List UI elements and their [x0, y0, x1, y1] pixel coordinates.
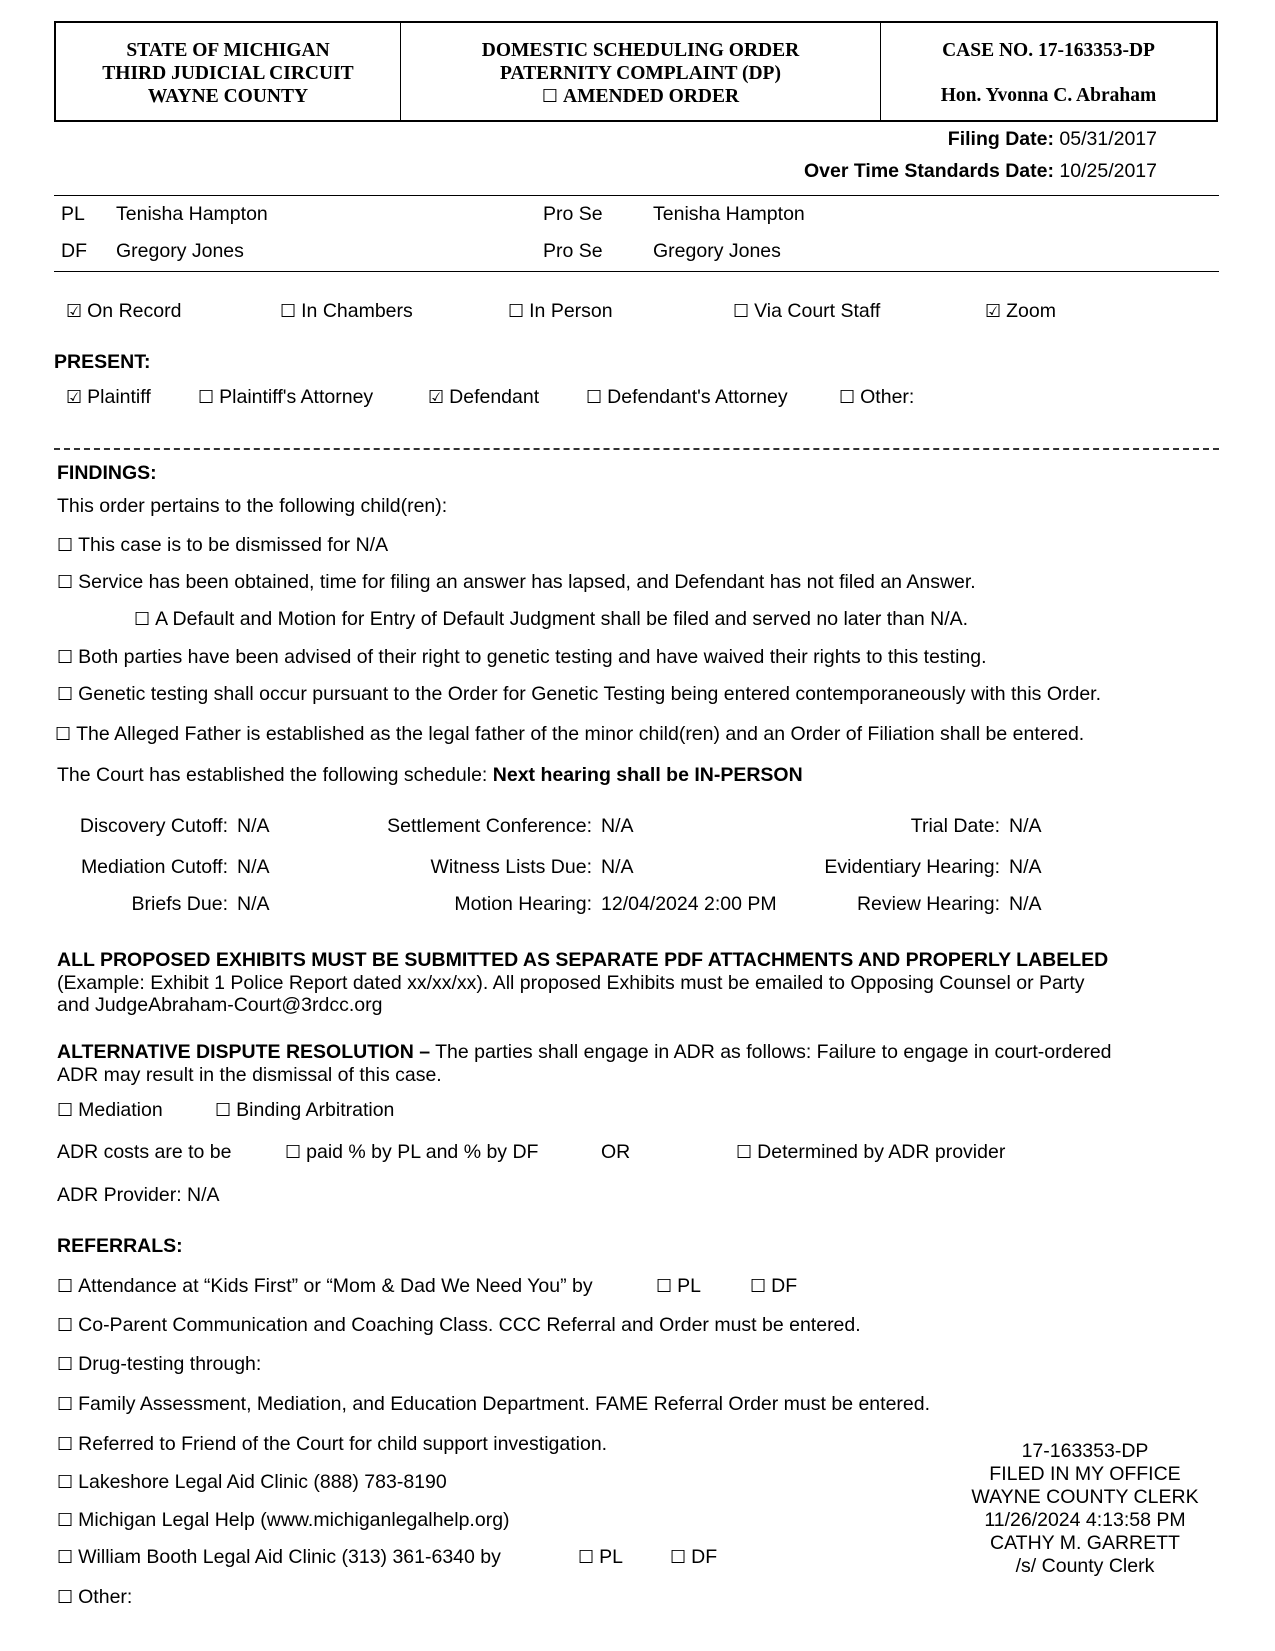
checked-icon: ☑ — [985, 301, 1002, 322]
adr-costs-option-label: Determined by ADR provider — [757, 1141, 1006, 1163]
adr-costs-option-label: paid % by PL and % by DF — [306, 1141, 539, 1163]
checkbox-icon: ☐ — [55, 724, 72, 745]
mode-label: Via Court Staff — [754, 300, 881, 322]
referral-label: Co-Parent Communication and Coaching Class. CCC Referral and Order must be entered. — [78, 1314, 861, 1336]
present-defendant-attorney[interactable] — [586, 386, 788, 409]
checkbox-icon: ☐ — [57, 1394, 74, 1415]
referral-label: Attendance at “Kids First” or “Mom & Dad We Need You” by — [78, 1275, 593, 1297]
party-rep-label-pl: Pro Se — [543, 203, 603, 225]
exhibits-notice — [57, 949, 1207, 1017]
stamp-case-number: 17-163353-DP — [1021, 1440, 1149, 1462]
checkbox-icon: ☐ — [57, 1315, 74, 1336]
clerk-filing-stamp — [955, 1440, 1215, 1578]
referral-label: Family Assessment, Mediation, and Education Department. FAME Referral Order must be entered. — [78, 1393, 931, 1415]
filing-date-value: 05/31/2017 — [1059, 128, 1157, 150]
checkbox-icon: ☐ — [656, 1276, 673, 1297]
stamp-signature: /s/ County Clerk — [1015, 1555, 1155, 1577]
case-number: CASE NO. 17-163353-DP — [942, 40, 1155, 61]
mediation-cutoff-label: Mediation Cutoff: — [80, 856, 228, 878]
mode-zoom[interactable] — [985, 300, 1056, 323]
present-heading: PRESENT: — [54, 351, 151, 373]
finding-legal-father[interactable] — [55, 723, 1084, 746]
briefs-due-value: N/A — [237, 893, 270, 915]
adr-binding-arbitration[interactable] — [215, 1099, 394, 1122]
findings-intro: This order pertains to the following child(ren): — [57, 495, 448, 517]
mode-label: In Chambers — [301, 300, 413, 322]
filing-date-label: Filing Date: — [947, 128, 1054, 150]
checkbox-icon: ☐ — [280, 301, 297, 322]
party-role-df: DF — [61, 240, 87, 262]
checkbox-icon: ☐ — [733, 301, 750, 322]
adr-costs-percent[interactable] — [285, 1141, 538, 1164]
adr-costs-label: ADR costs are to be — [57, 1141, 232, 1163]
checkbox-icon: ☐ — [57, 572, 74, 593]
court-state: STATE OF MICHIGAN — [126, 40, 330, 61]
order-subtitle: PATERNITY COMPLAINT (DP) — [500, 63, 781, 84]
amended-order-checkbox[interactable] — [542, 85, 739, 108]
finding-default-motion[interactable] — [134, 608, 968, 631]
present-other[interactable] — [839, 386, 914, 409]
checkbox-icon: ☐ — [198, 387, 215, 408]
mode-in-person[interactable] — [508, 300, 613, 323]
referral-lakeshore[interactable] — [57, 1471, 447, 1494]
settlement-conference-value: N/A — [601, 815, 634, 837]
court-circuit: THIRD JUDICIAL CIRCUIT — [102, 63, 354, 84]
ots-date — [804, 160, 1157, 183]
discovery-cutoff-label: Discovery Cutoff: — [79, 815, 228, 837]
checkbox-icon: ☐ — [670, 1547, 687, 1568]
checkbox-icon: ☐ — [750, 1276, 767, 1297]
adr-costs-provider[interactable] — [736, 1141, 1005, 1164]
mode-on-record[interactable] — [66, 300, 181, 323]
checkbox-icon: ☐ — [57, 1276, 74, 1297]
next-hearing-notice: Next hearing shall be IN-PERSON — [492, 764, 803, 786]
adr-text: ADR may result in the dismissal of this case. — [57, 1063, 442, 1086]
mode-via-court-staff[interactable] — [733, 300, 880, 323]
schedule-intro — [57, 764, 803, 787]
finding-dismissed[interactable] — [57, 534, 388, 557]
present-plaintiff[interactable] — [66, 386, 151, 409]
referral-label: Lakeshore Legal Aid Clinic (888) 783-8190 — [78, 1471, 447, 1493]
mode-in-chambers[interactable] — [280, 300, 413, 323]
checkbox-icon: ☐ — [736, 1142, 753, 1163]
checkbox-icon: ☐ — [57, 647, 74, 668]
party-rep-label-df: Pro Se — [543, 240, 603, 262]
adr-costs-or: OR — [601, 1141, 631, 1163]
trial-date-label: Trial Date: — [910, 815, 1000, 837]
present-label: Defendant — [449, 386, 540, 408]
checkbox-icon: ☐ — [57, 1354, 74, 1375]
discovery-cutoff-value: N/A — [237, 815, 270, 837]
evidentiary-hearing-value: N/A — [1009, 856, 1042, 878]
referrals-heading: REFERRALS: — [57, 1235, 183, 1257]
schedule-intro-text: The Court has established the following schedule: — [57, 764, 488, 786]
referral-kids-first-df[interactable] — [750, 1275, 797, 1298]
checkbox-icon: ☐ — [839, 387, 856, 408]
checkbox-icon: ☐ — [57, 1472, 74, 1493]
checkbox-icon: ☐ — [578, 1547, 595, 1568]
exhibits-text-line: and JudgeAbraham-Court@3rdcc.org — [57, 994, 383, 1016]
exhibits-text-line: (Example: Exhibit 1 Police Report dated xx/xx/xx). All proposed Exhibits must be emailed to Opposing Counsel or Party — [57, 971, 1085, 994]
checkbox-icon: ☐ — [57, 1434, 74, 1455]
checkbox-icon: ☐ — [57, 1587, 74, 1608]
checkbox-icon: ☐ — [134, 609, 151, 630]
referral-label: Michigan Legal Help (www.michiganlegalhelp.org) — [78, 1509, 510, 1531]
referral-william-booth-df[interactable] — [670, 1546, 717, 1569]
present-label: Plaintiff — [87, 386, 151, 408]
review-hearing-label: Review Hearing: — [856, 893, 1000, 915]
checkbox-icon: ☐ — [508, 301, 525, 322]
exhibits-heading: ALL PROPOSED EXHIBITS MUST BE SUBMITTED AS SEPARATE PDF ATTACHMENTS AND PROPERLY LABELED — [57, 949, 1109, 971]
ots-date-label: Over Time Standards Date: — [803, 160, 1054, 182]
referral-party-label: DF — [771, 1275, 798, 1297]
adr-provider: ADR Provider: N/A — [57, 1184, 220, 1206]
present-label: Plaintiff's Attorney — [219, 386, 374, 408]
stamp-clerk-name: CATHY M. GARRETT — [990, 1532, 1180, 1554]
divider — [54, 271, 1219, 272]
mode-label: On Record — [87, 300, 182, 322]
referral-william-booth[interactable] — [57, 1546, 501, 1569]
referral-kids-first[interactable] — [57, 1275, 593, 1298]
briefs-due-label: Briefs Due: — [131, 893, 228, 915]
adr-notice — [57, 1041, 1207, 1086]
dashed-divider — [54, 448, 1219, 450]
present-label: Other: — [860, 386, 915, 408]
party-name-df: Gregory Jones — [116, 240, 244, 262]
finding-label: This case is to be dismissed for N/A — [78, 534, 389, 556]
checkbox-icon: ☐ — [57, 1547, 74, 1568]
stamp-line: FILED IN MY OFFICE — [989, 1463, 1181, 1485]
checkbox-icon: ☐ — [57, 684, 74, 705]
finding-genetic-waived[interactable] — [57, 646, 987, 669]
party-role-pl: PL — [61, 203, 85, 225]
motion-hearing-label: Motion Hearing: — [454, 893, 592, 915]
referral-party-label: DF — [691, 1546, 718, 1568]
settlement-conference-label: Settlement Conference: — [387, 815, 592, 837]
referral-drug-testing[interactable] — [57, 1353, 261, 1376]
order-title-cell — [401, 23, 881, 120]
adr-option-label: Mediation — [78, 1099, 163, 1121]
party-rep-name-pl: Tenisha Hampton — [653, 203, 805, 225]
mode-label: In Person — [529, 300, 613, 322]
referral-co-parent[interactable] — [57, 1314, 861, 1337]
witness-lists-label: Witness Lists Due: — [430, 856, 592, 878]
checkbox-icon: ☐ — [586, 387, 603, 408]
finding-label: A Default and Motion for Entry of Default Judgment shall be filed and served no later than N/A. — [155, 608, 969, 630]
checkbox-icon: ☐ — [215, 1100, 232, 1121]
mediation-cutoff-value: N/A — [237, 856, 270, 878]
stamp-timestamp: 11/26/2024 4:13:58 PM — [984, 1509, 1186, 1531]
finding-label: Both parties have been advised of their right to genetic testing and have waived their rights to this testing. — [78, 646, 987, 668]
finding-service-obtained[interactable] — [57, 571, 976, 594]
finding-genetic-testing[interactable] — [57, 683, 1101, 706]
divider — [54, 195, 1219, 196]
adr-option-label: Binding Arbitration — [236, 1099, 395, 1121]
filing-date — [948, 128, 1157, 151]
order-title: DOMESTIC SCHEDULING ORDER — [481, 40, 800, 61]
referral-label: Other: — [78, 1586, 133, 1608]
present-plaintiff-attorney[interactable] — [198, 386, 373, 409]
checked-icon: ☑ — [66, 301, 83, 322]
motion-hearing-value: 12/04/2024 2:00 PM — [601, 893, 777, 915]
findings-heading: FINDINGS: — [57, 462, 157, 484]
amended-order-label: AMENDED ORDER — [563, 86, 740, 107]
checked-icon: ☑ — [66, 387, 83, 408]
finding-label: Genetic testing shall occur pursuant to the Order for Genetic Testing being entered contemporaneously with this Order. — [78, 683, 1102, 705]
present-label: Defendant's Attorney — [607, 386, 788, 408]
court-name-cell — [56, 23, 401, 120]
referral-kids-first-pl[interactable] — [656, 1275, 701, 1298]
checkbox-icon: ☐ — [57, 1100, 74, 1121]
referral-label: William Booth Legal Aid Clinic (313) 361-6340 by — [78, 1546, 501, 1568]
judge-name: Hon. Yvonna C. Abraham — [940, 85, 1157, 106]
checkbox-icon: ☐ — [57, 535, 74, 556]
referral-party-label: PL — [599, 1546, 623, 1568]
checkbox-icon: ☐ — [57, 1510, 74, 1531]
stamp-line: WAYNE COUNTY CLERK — [971, 1486, 1199, 1508]
witness-lists-value: N/A — [601, 856, 634, 878]
case-info-cell — [881, 23, 1216, 120]
ots-date-value: 10/25/2017 — [1059, 160, 1157, 182]
court-county: WAYNE COUNTY — [147, 86, 309, 107]
checkbox-icon: ☐ — [285, 1142, 302, 1163]
present-defendant[interactable] — [428, 386, 539, 409]
party-rep-name-df: Gregory Jones — [653, 240, 781, 262]
referral-label: Referred to Friend of the Court for child support investigation. — [78, 1433, 608, 1455]
review-hearing-value: N/A — [1009, 893, 1042, 915]
finding-label: Service has been obtained, time for filing an answer has lapsed, and Defendant has not filed an Answer. — [78, 571, 976, 593]
referral-william-booth-pl[interactable] — [578, 1546, 623, 1569]
referral-fame[interactable] — [57, 1393, 930, 1416]
checkbox-icon: ☐ — [541, 86, 559, 107]
adr-text: The parties shall engage in ADR as follows: Failure to engage in court-ordered — [430, 1041, 1112, 1063]
referral-party-label: PL — [677, 1275, 701, 1297]
party-name-pl: Tenisha Hampton — [116, 203, 268, 225]
referral-friend-of-court[interactable] — [57, 1433, 607, 1456]
evidentiary-hearing-label: Evidentiary Hearing: — [824, 856, 1000, 878]
referral-michigan-legal-help[interactable] — [57, 1509, 510, 1532]
adr-heading: ALTERNATIVE DISPUTE RESOLUTION – — [57, 1041, 431, 1063]
header-table — [54, 21, 1218, 122]
checked-icon: ☑ — [428, 387, 445, 408]
finding-label: The Alleged Father is established as the legal father of the minor child(ren) and an Order of Filiation shall be entered. — [76, 723, 1085, 745]
mode-label: Zoom — [1006, 300, 1056, 322]
referral-label: Drug-testing through: — [78, 1353, 262, 1375]
adr-mediation[interactable] — [57, 1099, 163, 1122]
referral-other[interactable] — [57, 1586, 132, 1609]
trial-date-value: N/A — [1009, 815, 1042, 837]
